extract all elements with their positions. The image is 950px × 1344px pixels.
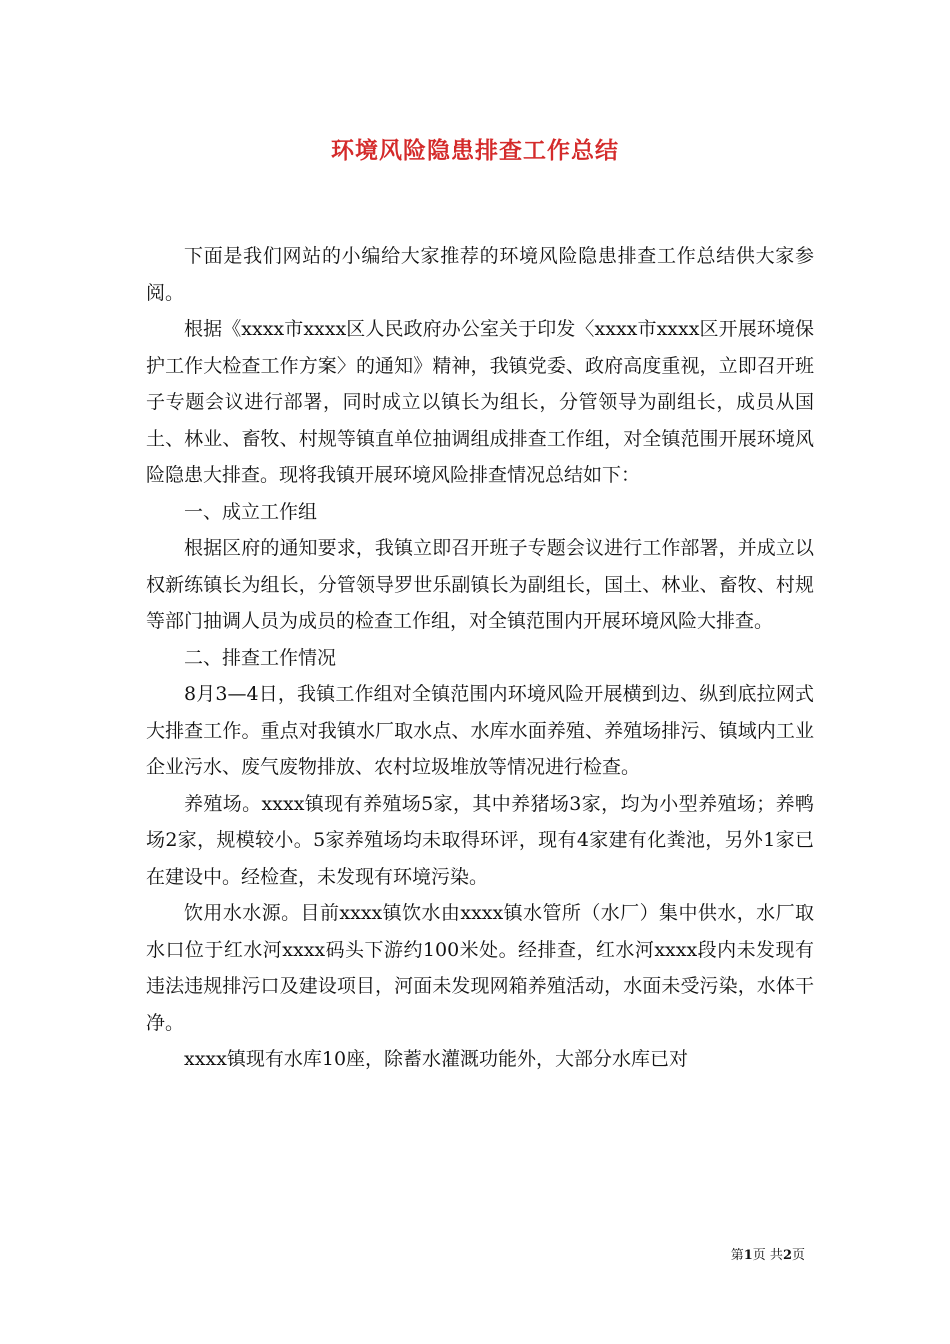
paragraph-farms: 养殖场。xxxx镇现有养殖场5家，其中养猪场3家，均为小型养殖场；养鸭场2家，规模较小。5家养殖场均未取得环评，现有4家建有化粪池，另外1家已在建设中。经检查，未发现有环境污染。: [146, 792, 814, 888]
footer-total: 2: [782, 1248, 792, 1263]
paragraph-workgroup: 根据区府的通知要求，我镇立即召开班子专题会议进行工作部署，并成立以权新练镇长为组长，分管领导罗世乐副镇长为副组长，国土、林业、畜牧、村规等部门抽调人员为成员的检查工作组，对全镇范围内开展环境风险大排查。: [146, 537, 814, 632]
section-heading-2: 二、排查工作情况: [184, 646, 337, 669]
paragraph-reservoirs: xxxx镇现有水库10座，除蓄水灌溉功能外，大部分水库已对: [184, 1048, 689, 1070]
section-heading-1: 一、成立工作组: [184, 500, 318, 523]
footer-page: 1: [743, 1248, 753, 1263]
footer-middle: 页 共: [752, 1248, 783, 1263]
footer-suffix: 页: [791, 1248, 805, 1263]
page-number-footer: [731, 1244, 805, 1263]
document-title: 环境风险隐患排查工作总结: [331, 137, 619, 164]
footer-prefix: 第: [730, 1248, 744, 1263]
paragraph-intro: 下面是我们网站的小编给大家推荐的环境风险隐患排查工作总结供大家参阅。: [146, 245, 814, 304]
paragraph-background: 根据《xxxx市xxxx区人民政府办公室关于印发〈xxxx市xxxx区开展环境保护工作大检查工作方案〉的通知》精神，我镇党委、政府高度重视，立即召开班子专题会议进行部署，同时成立以镇长为组长，分管领导为副组长，成员从国土、林业、畜牧、村规等镇直单位抽调组成排查工作组，对全镇范围开展环境风险隐患大排查。现将我镇开展环境风险排查情况总结如下：: [146, 318, 814, 486]
document-body: [146, 238, 814, 1078]
paragraph-water-source: 饮用水水源。目前xxxx镇饮水由xxxx镇水管所（水厂）集中供水，水厂取水口位于红水河xxxx码头下游约100米处。经排查，红水河xxxx段内未发现有违法违规排污口及建设项目，河面未发现网箱养殖活动，水面未受污染，水体干净。: [146, 902, 814, 1034]
paragraph-inspection: 8月3—4日，我镇工作组对全镇范围内环境风险开展横到边、纵到底拉网式大排查工作。重点对我镇水厂取水点、水库水面养殖、养殖场排污、镇域内工业企业污水、废气废物排放、农村垃圾堆放等情况进行检查。: [146, 683, 814, 778]
